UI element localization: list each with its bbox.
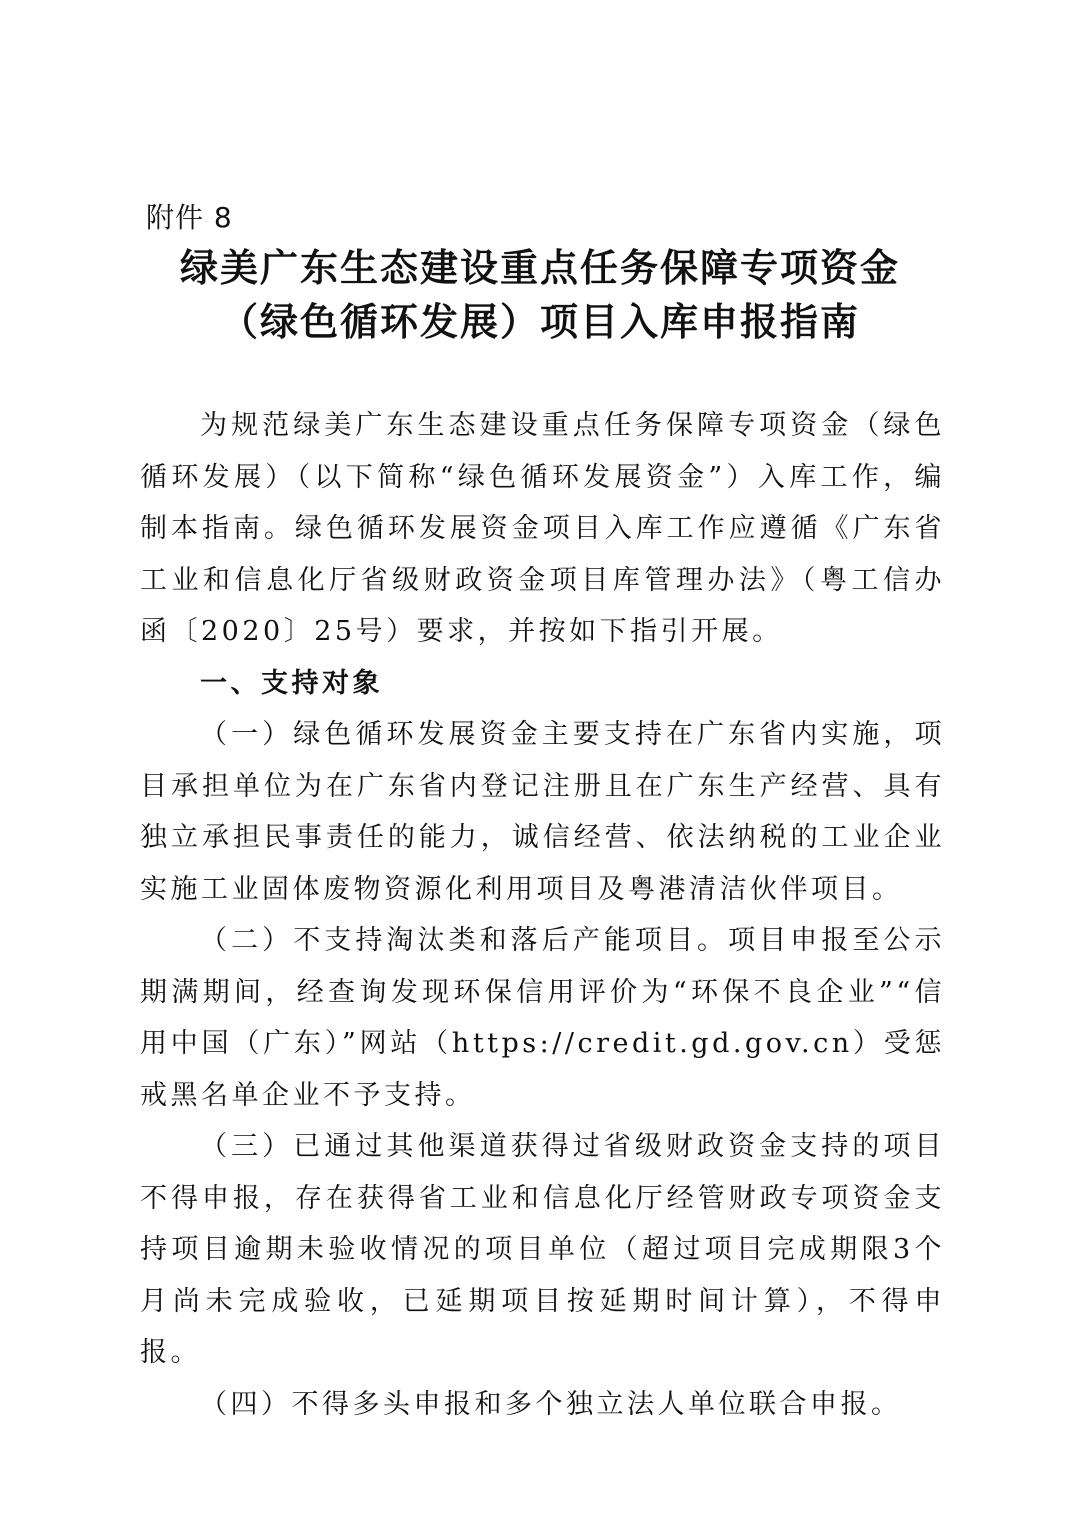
support-item-1: （一）绿色循环发展资金主要支持在广东省内实施，项目承担单位为在广东省内登记注册且在广东生产经营、具有独立承担民事责任的能力，诚信经营、依法纳税的工业企业实施工业固体废物资源化利用项目及粤港清洁伙伴项目。 bbox=[140, 719, 945, 905]
intro-paragraph: 为规范绿美广东生态建设重点任务保障专项资金（绿色循环发展）（以下简称“绿色循环发展资金”）入库工作，编制本指南。绿色循环发展资金项目入库工作应遵循《广东省工业和信息化厅省级财政资金项目库管理办法》（粤工信办函〔2020〕25号）要求，并按如下指引开展。 bbox=[140, 410, 945, 647]
support-item-4: （四）不得多头申报和多个独立法人单位联合申报。 bbox=[200, 1388, 902, 1420]
support-item-3: （三）已通过其他渠道获得过省级财政资金支持的项目不得申报，存在获得省工业和信息化厅经管财政专项资金支持项目逾期未验收情况的项目单位（超过项目完成期限3个月尚未完成验收，已延期项目按延期时间计算），不得申报。 bbox=[140, 1131, 945, 1368]
document-body bbox=[140, 400, 945, 1430]
document-title-line-2: （绿色循环发展）项目入库申报指南 bbox=[219, 300, 860, 344]
document-title-line-1: 绿美广东生态建设重点任务保障专项资金 bbox=[179, 246, 900, 290]
attachment-label: 附件 8 bbox=[146, 201, 233, 234]
section-heading-support-targets: 一、支持对象 bbox=[200, 667, 383, 699]
support-item-2: （二）不支持淘汰类和落后产能项目。项目申报至公示期满期间，经查询发现环保信用评价为“环保不良企业”“信用中国（广东）”网站（https://credit.gd.gov.cn）受惩戒黑名单企业不予支持。 bbox=[140, 925, 945, 1111]
